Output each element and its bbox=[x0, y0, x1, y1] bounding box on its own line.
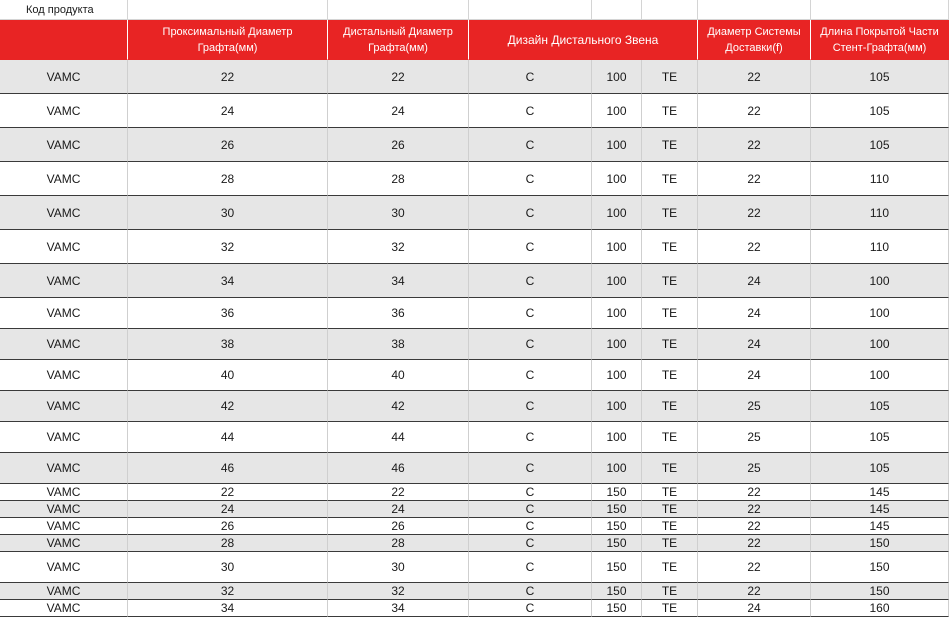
cell-design[interactable]: C bbox=[469, 453, 592, 484]
table-row bbox=[0, 583, 949, 600]
header-dist-segment-design[interactable]: Дизайн Дистального Звена bbox=[469, 20, 698, 60]
header-prox-diameter[interactable]: Проксимальный Диаметр Графта(мм) bbox=[128, 20, 328, 60]
cell-dist-diameter[interactable]: 30 bbox=[328, 196, 469, 230]
cell-covered-length[interactable]: 145 bbox=[811, 484, 949, 501]
cell-length[interactable]: 100 bbox=[592, 298, 642, 329]
product-code-label[interactable]: Код продукта bbox=[0, 0, 128, 20]
cell-covered-length[interactable]: 105 bbox=[811, 128, 949, 162]
table-row bbox=[0, 60, 949, 94]
table-row bbox=[0, 535, 949, 552]
cell-product-code[interactable]: VAMC bbox=[0, 552, 128, 583]
cell-product-code[interactable]: VAMC bbox=[0, 298, 128, 329]
table-row bbox=[0, 600, 949, 617]
cell-product-code[interactable]: VAMC bbox=[0, 162, 128, 196]
cell-covered-length[interactable]: 100 bbox=[811, 360, 949, 391]
table-row bbox=[0, 552, 949, 583]
table-row bbox=[0, 484, 949, 501]
cell-te[interactable]: TE bbox=[642, 94, 698, 128]
cell-design[interactable]: C bbox=[469, 484, 592, 501]
cell-te[interactable]: TE bbox=[642, 230, 698, 264]
cell-prox-diameter[interactable]: 44 bbox=[128, 422, 328, 453]
cell-te[interactable]: TE bbox=[642, 391, 698, 422]
cell-delivery-diameter[interactable]: 22 bbox=[698, 484, 811, 501]
cell-design[interactable]: C bbox=[469, 298, 592, 329]
cell-delivery-diameter[interactable]: 22 bbox=[698, 128, 811, 162]
cell-length[interactable]: 100 bbox=[592, 264, 642, 298]
cell-delivery-diameter[interactable]: 22 bbox=[698, 583, 811, 600]
cell-covered-length[interactable]: 105 bbox=[811, 60, 949, 94]
header-code-cell[interactable] bbox=[0, 20, 128, 60]
table-row bbox=[0, 360, 949, 391]
table-row bbox=[0, 196, 949, 230]
cell-delivery-diameter[interactable]: 22 bbox=[698, 518, 811, 535]
cell-length[interactable]: 100 bbox=[592, 128, 642, 162]
table-row bbox=[0, 518, 949, 535]
cell-prox-diameter[interactable]: 32 bbox=[128, 230, 328, 264]
cell-delivery-diameter[interactable]: 24 bbox=[698, 329, 811, 360]
header-dist-diameter[interactable]: Дистальный Диаметр Графта(мм) bbox=[328, 20, 469, 60]
cell-product-code[interactable]: VAMC bbox=[0, 360, 128, 391]
cell-delivery-diameter[interactable]: 24 bbox=[698, 298, 811, 329]
cell-te[interactable]: TE bbox=[642, 484, 698, 501]
cell-dist-diameter[interactable]: 30 bbox=[328, 552, 469, 583]
cell-product-code[interactable]: VAMC bbox=[0, 230, 128, 264]
table-row bbox=[0, 329, 949, 360]
empty-cell[interactable] bbox=[642, 0, 698, 20]
cell-covered-length[interactable]: 150 bbox=[811, 535, 949, 552]
cell-prox-diameter[interactable]: 22 bbox=[128, 60, 328, 94]
cell-dist-diameter[interactable]: 34 bbox=[328, 600, 469, 617]
cell-covered-length[interactable]: 100 bbox=[811, 298, 949, 329]
cell-length[interactable]: 150 bbox=[592, 552, 642, 583]
cell-dist-diameter[interactable]: 24 bbox=[328, 501, 469, 518]
cell-te[interactable]: TE bbox=[642, 264, 698, 298]
cell-length[interactable]: 100 bbox=[592, 391, 642, 422]
cell-design[interactable]: C bbox=[469, 94, 592, 128]
cell-design[interactable]: C bbox=[469, 60, 592, 94]
cell-length[interactable]: 100 bbox=[592, 60, 642, 94]
cell-te[interactable]: TE bbox=[642, 60, 698, 94]
cell-covered-length[interactable]: 105 bbox=[811, 391, 949, 422]
cell-covered-length[interactable]: 110 bbox=[811, 196, 949, 230]
cell-design[interactable]: C bbox=[469, 600, 592, 617]
cell-length[interactable]: 100 bbox=[592, 162, 642, 196]
cell-product-code[interactable]: VAMC bbox=[0, 128, 128, 162]
cell-prox-diameter[interactable]: 30 bbox=[128, 196, 328, 230]
cell-dist-diameter[interactable]: 40 bbox=[328, 360, 469, 391]
cell-design[interactable]: C bbox=[469, 329, 592, 360]
cell-design[interactable]: C bbox=[469, 360, 592, 391]
empty-cell[interactable] bbox=[128, 0, 328, 20]
cell-design[interactable]: C bbox=[469, 230, 592, 264]
cell-covered-length[interactable]: 100 bbox=[811, 264, 949, 298]
cell-dist-diameter[interactable]: 22 bbox=[328, 484, 469, 501]
cell-te[interactable]: TE bbox=[642, 329, 698, 360]
cell-product-code[interactable]: VAMC bbox=[0, 196, 128, 230]
empty-cell[interactable] bbox=[328, 0, 469, 20]
cell-te[interactable]: TE bbox=[642, 360, 698, 391]
cell-design[interactable]: C bbox=[469, 196, 592, 230]
cell-delivery-diameter[interactable]: 25 bbox=[698, 422, 811, 453]
title-row bbox=[0, 0, 949, 20]
cell-te[interactable]: TE bbox=[642, 552, 698, 583]
cell-covered-length[interactable]: 150 bbox=[811, 552, 949, 583]
cell-dist-diameter[interactable]: 32 bbox=[328, 230, 469, 264]
cell-prox-diameter[interactable]: 42 bbox=[128, 391, 328, 422]
cell-delivery-diameter[interactable]: 22 bbox=[698, 60, 811, 94]
cell-length[interactable]: 150 bbox=[592, 535, 642, 552]
cell-prox-diameter[interactable]: 34 bbox=[128, 264, 328, 298]
cell-design[interactable]: C bbox=[469, 518, 592, 535]
cell-length[interactable]: 100 bbox=[592, 453, 642, 484]
cell-dist-diameter[interactable]: 26 bbox=[328, 128, 469, 162]
table-row bbox=[0, 264, 949, 298]
cell-dist-diameter[interactable]: 24 bbox=[328, 94, 469, 128]
cell-dist-diameter[interactable]: 34 bbox=[328, 264, 469, 298]
cell-delivery-diameter[interactable]: 22 bbox=[698, 230, 811, 264]
cell-dist-diameter[interactable]: 44 bbox=[328, 422, 469, 453]
cell-product-code[interactable]: VAMC bbox=[0, 600, 128, 617]
cell-delivery-diameter[interactable]: 24 bbox=[698, 264, 811, 298]
cell-covered-length[interactable]: 110 bbox=[811, 162, 949, 196]
empty-cell[interactable] bbox=[698, 0, 811, 20]
cell-length[interactable]: 100 bbox=[592, 329, 642, 360]
cell-delivery-diameter[interactable]: 24 bbox=[698, 360, 811, 391]
table-row bbox=[0, 501, 949, 518]
header-delivery-diameter[interactable]: Диаметр Системы Доставки(f) bbox=[698, 20, 811, 60]
cell-te[interactable]: TE bbox=[642, 128, 698, 162]
cell-length[interactable]: 100 bbox=[592, 230, 642, 264]
cell-length[interactable]: 150 bbox=[592, 583, 642, 600]
table-row bbox=[0, 298, 949, 329]
cell-design[interactable]: C bbox=[469, 391, 592, 422]
cell-covered-length[interactable]: 105 bbox=[811, 94, 949, 128]
cell-covered-length[interactable]: 100 bbox=[811, 329, 949, 360]
cell-product-code[interactable]: VAMC bbox=[0, 60, 128, 94]
cell-prox-diameter[interactable]: 22 bbox=[128, 484, 328, 501]
header-row bbox=[0, 20, 949, 60]
cell-design[interactable]: C bbox=[469, 583, 592, 600]
cell-te[interactable]: TE bbox=[642, 298, 698, 329]
cell-delivery-diameter[interactable]: 25 bbox=[698, 453, 811, 484]
cell-covered-length[interactable]: 110 bbox=[811, 230, 949, 264]
cell-delivery-diameter[interactable]: 24 bbox=[698, 600, 811, 617]
cell-dist-diameter[interactable]: 42 bbox=[328, 391, 469, 422]
cell-te[interactable]: TE bbox=[642, 535, 698, 552]
table-row bbox=[0, 94, 949, 128]
cell-length[interactable]: 150 bbox=[592, 484, 642, 501]
cell-prox-diameter[interactable]: 26 bbox=[128, 128, 328, 162]
cell-te[interactable]: TE bbox=[642, 196, 698, 230]
cell-product-code[interactable]: VAMC bbox=[0, 484, 128, 501]
cell-design[interactable]: C bbox=[469, 264, 592, 298]
cell-te[interactable]: TE bbox=[642, 453, 698, 484]
cell-prox-diameter[interactable]: 46 bbox=[128, 453, 328, 484]
cell-delivery-diameter[interactable]: 22 bbox=[698, 162, 811, 196]
empty-cell[interactable] bbox=[592, 0, 642, 20]
table-row bbox=[0, 422, 949, 453]
cell-te[interactable]: TE bbox=[642, 422, 698, 453]
cell-te[interactable]: TE bbox=[642, 583, 698, 600]
cell-delivery-diameter[interactable]: 25 bbox=[698, 391, 811, 422]
cell-length[interactable]: 150 bbox=[592, 518, 642, 535]
cell-design[interactable]: C bbox=[469, 501, 592, 518]
empty-cell[interactable] bbox=[811, 0, 949, 20]
cell-design[interactable]: C bbox=[469, 128, 592, 162]
table-row bbox=[0, 230, 949, 264]
cell-prox-diameter[interactable]: 32 bbox=[128, 583, 328, 600]
cell-prox-diameter[interactable]: 24 bbox=[128, 501, 328, 518]
empty-cell[interactable] bbox=[469, 0, 592, 20]
cell-dist-diameter[interactable]: 26 bbox=[328, 518, 469, 535]
cell-delivery-diameter[interactable]: 22 bbox=[698, 535, 811, 552]
cell-covered-length[interactable]: 145 bbox=[811, 518, 949, 535]
cell-te[interactable]: TE bbox=[642, 501, 698, 518]
cell-product-code[interactable]: VAMC bbox=[0, 94, 128, 128]
cell-product-code[interactable]: VAMC bbox=[0, 583, 128, 600]
cell-prox-diameter[interactable]: 24 bbox=[128, 94, 328, 128]
cell-covered-length[interactable]: 145 bbox=[811, 501, 949, 518]
cell-dist-diameter[interactable]: 28 bbox=[328, 535, 469, 552]
cell-product-code[interactable]: VAMC bbox=[0, 535, 128, 552]
cell-prox-diameter[interactable]: 28 bbox=[128, 162, 328, 196]
cell-prox-diameter[interactable]: 34 bbox=[128, 600, 328, 617]
cell-product-code[interactable]: VAMC bbox=[0, 518, 128, 535]
cell-covered-length[interactable]: 105 bbox=[811, 422, 949, 453]
cell-covered-length[interactable]: 105 bbox=[811, 453, 949, 484]
cell-length[interactable]: 150 bbox=[592, 600, 642, 617]
cell-length[interactable]: 100 bbox=[592, 94, 642, 128]
cell-delivery-diameter[interactable]: 22 bbox=[698, 501, 811, 518]
cell-prox-diameter[interactable]: 30 bbox=[128, 552, 328, 583]
cell-te[interactable]: TE bbox=[642, 518, 698, 535]
cell-product-code[interactable]: VAMC bbox=[0, 264, 128, 298]
cell-product-code[interactable]: VAMC bbox=[0, 501, 128, 518]
cell-dist-diameter[interactable]: 32 bbox=[328, 583, 469, 600]
cell-prox-diameter[interactable]: 40 bbox=[128, 360, 328, 391]
cell-length[interactable]: 100 bbox=[592, 196, 642, 230]
cell-design[interactable]: C bbox=[469, 552, 592, 583]
cell-delivery-diameter[interactable]: 22 bbox=[698, 552, 811, 583]
cell-design[interactable]: C bbox=[469, 422, 592, 453]
cell-prox-diameter[interactable]: 28 bbox=[128, 535, 328, 552]
cell-prox-diameter[interactable]: 26 bbox=[128, 518, 328, 535]
cell-length[interactable]: 100 bbox=[592, 360, 642, 391]
table-row bbox=[0, 391, 949, 422]
cell-design[interactable]: C bbox=[469, 162, 592, 196]
cell-delivery-diameter[interactable]: 22 bbox=[698, 94, 811, 128]
cell-product-code[interactable]: VAMC bbox=[0, 422, 128, 453]
cell-te[interactable]: TE bbox=[642, 600, 698, 617]
cell-length[interactable]: 100 bbox=[592, 422, 642, 453]
cell-product-code[interactable]: VAMC bbox=[0, 453, 128, 484]
header-covered-length[interactable]: Длина Покрытой Части Стент-Графта(мм) bbox=[811, 20, 949, 60]
table-row bbox=[0, 128, 949, 162]
table-row bbox=[0, 162, 949, 196]
cell-prox-diameter[interactable]: 38 bbox=[128, 329, 328, 360]
cell-product-code[interactable]: VAMC bbox=[0, 329, 128, 360]
cell-te[interactable]: TE bbox=[642, 162, 698, 196]
table-row bbox=[0, 453, 949, 484]
cell-length[interactable]: 150 bbox=[592, 501, 642, 518]
cell-dist-diameter[interactable]: 22 bbox=[328, 60, 469, 94]
cell-prox-diameter[interactable]: 36 bbox=[128, 298, 328, 329]
cell-delivery-diameter[interactable]: 22 bbox=[698, 196, 811, 230]
cell-covered-length[interactable]: 160 bbox=[811, 600, 949, 617]
cell-design[interactable]: C bbox=[469, 535, 592, 552]
cell-product-code[interactable]: VAMC bbox=[0, 391, 128, 422]
cell-dist-diameter[interactable]: 46 bbox=[328, 453, 469, 484]
cell-dist-diameter[interactable]: 38 bbox=[328, 329, 469, 360]
cell-dist-diameter[interactable]: 28 bbox=[328, 162, 469, 196]
cell-covered-length[interactable]: 150 bbox=[811, 583, 949, 600]
cell-dist-diameter[interactable]: 36 bbox=[328, 298, 469, 329]
